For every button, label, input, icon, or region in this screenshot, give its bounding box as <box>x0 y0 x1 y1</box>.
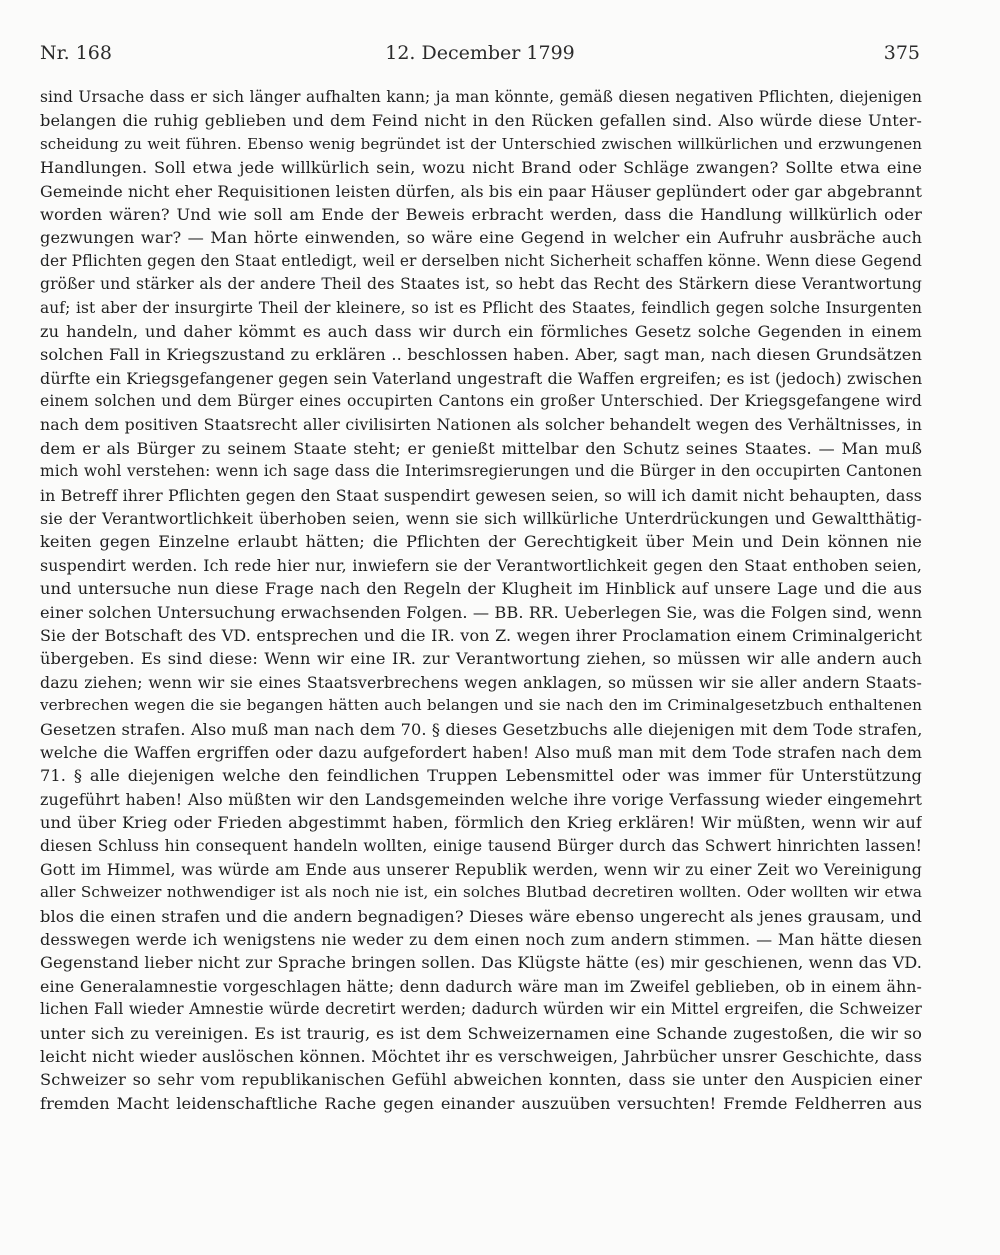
text-line: Handlungen. Soll etwa jede willkürlich sein, wozu nicht Brand oder Schläge zwangen? Sollte etwa eine <box>40 158 922 178</box>
text-line: lichen Fall wieder Amnestie würde decretirt werden; dadurch würden wir ein Mittel ergreifen, die Schweizer <box>40 1000 922 1019</box>
text-line: keiten gegen Einzelne erlaubt hätten; die Pflichten der Gerechtigkeit über Mein und Dein können nie <box>40 532 922 552</box>
text-line: und untersuche nun diese Frage nach den Regeln der Klugheit im Hinblick auf unsere Lage und die aus <box>40 579 922 599</box>
text-line: sie der Verantwortlichkeit überhoben seien, wenn sie sich willkürliche Unterdrückungen und Gewaltthätig- <box>40 509 922 529</box>
text-line: nach dem positiven Staatsrecht aller civilisirten Nationen als solcher behandelt wegen des Verhältnisses, in <box>40 415 922 435</box>
text-line: einem solchen und dem Bürger eines occupirten Cantons ein großer Unterschied. Der Kriegsgefangene wird <box>40 392 922 411</box>
text-line: und über Krieg oder Frieden abgestimmt haben, förmlich den Krieg erklären! Wir müßten, wenn wir auf <box>40 813 922 833</box>
text-line: dazu ziehen; wenn wir sie eines Staatsverbrechens wegen anklagen, so müssen wir sie aller andern Staats- <box>40 672 922 692</box>
text-line: auf; ist aber der insurgirte Theil der kleinere, so ist es Pflicht des Staates, feindlich gegen solche Insurgenten <box>40 298 922 317</box>
text-line: diesen Schluss hin consequent handeln wollten, einige tausend Bürger durch das Schwert hinrichten lassen! <box>40 836 922 855</box>
text-line: Gemeinde nicht eher Requisitionen leisten dürfen, als bis ein paar Häuser geplündert oder gar abgebrannt <box>40 181 922 201</box>
text-line: sind Ursache dass er sich länger aufhalten kann; ja man könnte, gemäß diesen negativen Pflichten, diejenigen <box>40 88 922 106</box>
text-line: Gegenstand lieber nicht zur Sprache bringen sollen. Das Klügste hätte (es) mir geschienen, wenn das VD. <box>40 953 922 973</box>
text-line: aller Schweizer nothwendiger ist als noch nie ist, ein solches Blutbad decretiren wollten. Oder wollten wir etwa <box>40 883 922 902</box>
text-line: eine Generalamnestie vorgeschlagen hätte; denn dadurch wäre man im Zweifel geblieben, ob in einem ähn- <box>40 976 922 996</box>
text-line: gezwungen war? — Man hörte einwenden, so wäre eine Gegend in welcher ein Aufruhr ausbräche auch <box>40 228 922 248</box>
text-line: verbrechen wegen die sie begangen hätten auch belangen und sie nach den im Criminalgesetzbuch enthaltenen <box>40 696 922 715</box>
text-line: Sie der Botschaft des VD. entsprechen und die IR. von Z. wegen ihrer Proclamation einem Criminalgericht <box>40 625 922 645</box>
text-line: in Betreff ihrer Pflichten gegen den Staat suspendirt gewesen seien, so will ich damit nicht behaupten, dass <box>40 485 922 505</box>
text-line: desswegen werde ich wenigstens nie weder zu dem einen noch zum andern stimmen. — Man hätte diesen <box>40 930 922 950</box>
text-line: einer solchen Untersuchung erwachsenden Folgen. — BB. RR. Ueberlegen Sie, was die Folgen sind, wenn <box>40 602 922 622</box>
body-text <box>40 86 922 1115</box>
text-line: dem er als Bürger zu seinem Staate steht; er genießt mittelbar den Schutz seines Staates. — Man muß <box>40 438 922 458</box>
text-line: mich wohl verstehen: wenn ich sage dass die Interimsregierungen und die Bürger in den occupirten Cantonen <box>40 462 922 481</box>
text-line: dürfte ein Kriegsgefangener gegen sein Vaterland ungestraft die Waffen ergreifen; es ist (jedoch) zwischen <box>40 368 922 388</box>
text-line: Schweizer so sehr vom republikanischen Gefühl abweichen konnten, dass sie unter den Auspicien einer <box>40 1070 922 1090</box>
text-line: belangen die ruhig geblieben und dem Feind nicht in den Rücken gefallen sind. Also würde diese Unter- <box>40 111 922 131</box>
text-line: fremden Macht leidenschaftliche Rache gegen einander auszuüben versuchten! Fremde Feldherren aus <box>40 1093 922 1113</box>
text-line: Gesetzen strafen. Also muß man nach dem 70. § dieses Gesetzbuchs alle diejenigen mit dem Tode strafen, <box>40 719 922 739</box>
text-line: suspendirt werden. Ich rede hier nur, inwiefern sie der Verantwortlichkeit gegen den Staat enthoben seien, <box>40 555 922 575</box>
text-line: unter sich zu vereinigen. Es ist traurig, es ist dem Schweizernamen eine Schande zugestoßen, die wir so <box>40 1023 922 1043</box>
text-line: übergeben. Es sind diese: Wenn wir eine IR. zur Verantwortung ziehen, so müssen wir alle andern auch <box>40 649 922 669</box>
page-number: 375 <box>883 42 920 64</box>
document-number: Nr. 168 <box>40 42 112 64</box>
text-line: worden wären? Und wie soll am Ende der Beweis erbracht werden, dass die Handlung willkürlich oder <box>40 204 922 224</box>
text-line: zugeführt haben! Also müßten wir den Landsgemeinden welche ihre vorige Verfassung wieder eingemehrt <box>40 789 922 809</box>
text-line: größer und stärker als der andere Theil des Staates ist, so hebt das Recht des Stärkern diese Verantwortung <box>40 275 922 294</box>
text-line: welche die Waffen ergriffen oder dazu aufgefordert haben! Also muß man mit dem Tode strafen nach dem <box>40 742 922 762</box>
text-line: 71. § alle diejenigen welche den feindlichen Truppen Lebensmittel oder was immer für Unterstützung <box>40 766 922 786</box>
text-line: der Pflichten gegen den Staat entledigt, weil er derselben nicht Sicherheit schaffen könne. Wenn diese Gegend <box>40 251 922 270</box>
text-line: leicht nicht wieder auslöschen können. Möchtet ihr es verschweigen, Jahrbücher unsrer Geschichte, dass <box>40 1047 922 1067</box>
text-line: scheidung zu weit führen. Ebenso wenig begründet ist der Unterschied zwischen willkürlichen und erzwungenen <box>40 134 922 153</box>
text-line: solchen Fall in Kriegszustand zu erklären .. beschlossen haben. Aber, sagt man, nach diesen Grundsätzen <box>40 345 922 365</box>
running-head <box>40 42 920 70</box>
text-line: blos die einen strafen und die andern begnadigen? Dieses wäre ebenso ungerecht als jenes grausam, und <box>40 906 922 926</box>
text-line: zu handeln, und daher kömmt es auch dass wir durch ein förmliches Gesetz solche Gegenden in einem <box>40 321 922 341</box>
document-date: 12. December 1799 <box>385 42 575 64</box>
text-line: Gott im Himmel, was würde am Ende aus unserer Republik werden, wenn wir zu einer Zeit wo Vereinigung <box>40 859 922 879</box>
